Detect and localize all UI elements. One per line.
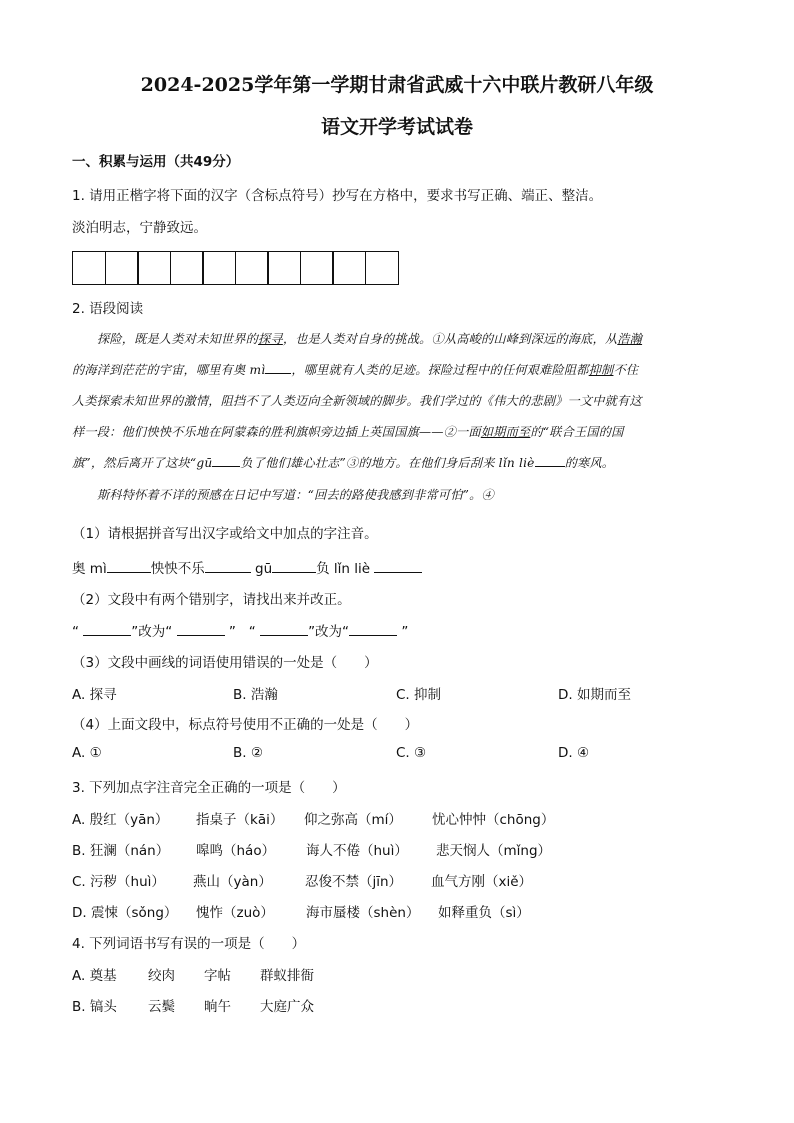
q3-option-b-4: 悲天悯人（mǐng）: [436, 843, 552, 859]
q4-option-b-4: 大庭广众: [260, 999, 314, 1015]
q3-option-d-4: 如释重负（sì）: [438, 905, 530, 921]
grid-cell[interactable]: [300, 251, 334, 285]
passage-line: [97, 330, 642, 347]
q1-stem: 1. 请用正楷字将下面的汉字（含标点符号）抄写在方格中，要求书写正确、端正、整洁。: [72, 188, 603, 204]
q4-stem: 4. 下列词语书写有误的一项是（ ）: [72, 936, 306, 952]
blank[interactable]: [212, 454, 240, 467]
grid-cell[interactable]: [137, 251, 171, 285]
q3-option-b-1[interactable]: B. 狂澜（nán）: [72, 843, 170, 859]
quote-mark: ”: [401, 624, 409, 640]
passage-line: [72, 423, 624, 440]
sub1-item: 怏怏不乐: [150, 561, 205, 577]
q4-option-a-4: 群蚁排衙: [260, 968, 314, 984]
grid-cell[interactable]: [105, 251, 139, 285]
q4-option-a-1[interactable]: A. 奠基: [72, 968, 117, 984]
q4-option-b-3: 晌午: [204, 999, 231, 1015]
underlined-word: 探寻: [258, 332, 283, 346]
change-to-label: ”改为“: [308, 624, 350, 640]
passage-text: ，也是人类对自身的挑战。①从高峻的山峰到深远的海底，从: [282, 332, 618, 346]
answer-blank[interactable]: [272, 560, 316, 573]
quote-mark: ”: [228, 624, 236, 640]
underlined-word: 浩瀚: [617, 332, 643, 346]
grid-cell[interactable]: [202, 251, 236, 285]
underlined-word: 抑制: [588, 363, 614, 377]
grid-cell[interactable]: [365, 251, 399, 285]
q3-option-a-3: 仰之弥高（mí）: [304, 812, 402, 828]
sub3-option-d[interactable]: D. 如期而至: [558, 687, 631, 703]
q3-option-a-1[interactable]: A. 殷红（yān）: [72, 812, 169, 828]
blank[interactable]: [535, 454, 565, 467]
q3-stem: 3. 下列加点字注音完全正确的一项是（ ）: [72, 780, 346, 796]
answer-blank[interactable]: [83, 623, 131, 636]
q3-option-b-3: 诲人不倦（huì）: [306, 843, 408, 859]
passage-text: 的寒风。: [564, 456, 615, 470]
sub4-option-b[interactable]: B. ②: [233, 745, 263, 761]
sub3-stem: （3）文段中画线的词语使用错误的一处是（ ）: [72, 655, 378, 671]
q3-option-d-3: 海市蜃楼（shèn）: [306, 905, 420, 921]
q4-option-a-2: 绞肉: [148, 968, 175, 984]
passage-text: 的“联合王国的国: [530, 425, 624, 439]
section-heading: 一、积累与运用（共49分）: [72, 154, 240, 170]
grid-cell[interactable]: [72, 251, 106, 285]
passage-text: 探险，既是人类对未知世界的: [97, 332, 259, 346]
passage-line: [72, 454, 614, 471]
sub3-option-a[interactable]: A. 探寻: [72, 687, 117, 703]
q3-option-c-4: 血气方刚（xiě）: [431, 874, 533, 890]
q3-option-c-1[interactable]: C. 污秽（huì）: [72, 874, 165, 890]
sub3-option-b[interactable]: B. 浩瀚: [233, 687, 278, 703]
q3-option-b-2: 嗥鸣（háo）: [196, 843, 276, 859]
quote-mark: “: [72, 624, 79, 640]
answer-blank[interactable]: [177, 623, 225, 636]
sub1-answers: [72, 557, 422, 577]
q3-option-a-4: 忧心忡忡（chōng）: [432, 812, 555, 828]
answer-blank[interactable]: [374, 560, 422, 573]
grid-cell[interactable]: [235, 251, 269, 285]
sub1-item: 奥 mì: [72, 561, 107, 577]
exam-title-line2: 语文开学考试试卷: [320, 116, 473, 138]
q3-option-d-2: 愧怍（zuò）: [196, 905, 274, 921]
q4-option-b-1[interactable]: B. 镐头: [72, 999, 117, 1015]
grid-cell[interactable]: [267, 251, 301, 285]
passage-text: 旗”，然后离开了这块“gū: [72, 456, 213, 470]
grid-cell[interactable]: [170, 251, 204, 285]
q2-stem: 2. 语段阅读: [72, 301, 144, 317]
blank[interactable]: [265, 361, 291, 374]
sub2-answers: [72, 620, 408, 640]
passage-text: 不住: [613, 363, 639, 377]
passage-line: 斯科特怀着不详的预感在日记中写道：“回去的路使我感到非常可怕”。④: [97, 488, 494, 502]
sub4-option-c[interactable]: C. ③: [396, 745, 427, 761]
q3-option-d-1[interactable]: D. 震悚（sǒng）: [72, 905, 178, 921]
sub1-item: 负 lǐn liè: [316, 561, 371, 577]
underlined-word: 如期而至: [480, 425, 531, 439]
sub1-item: gū: [255, 561, 273, 577]
passage-text: 样一段：他们怏怏不乐地在阿蒙森的胜利旗帜旁边插上英国国旗——②一面: [72, 425, 481, 439]
passage-line: 人类探索未知世界的激情，阻挡不了人类迈向全新领域的脚步。我们学过的《伟大的悲剧》一文中就有这: [72, 394, 642, 408]
passage-line: [72, 361, 638, 378]
exam-title-line1: 2024-2025学年第一学期甘肃省武威十六中联片教研八年级: [140, 74, 654, 96]
passage-text: 的海洋到茫茫的宇宙，哪里有奥 mì: [72, 363, 266, 377]
answer-blank[interactable]: [349, 623, 397, 636]
change-to-label: ”改为“: [131, 624, 173, 640]
passage-text: 负了他们雄心壮志”③的地方。在他们身后刮来 lǐn liè: [240, 456, 535, 470]
sub3-option-c[interactable]: C. 抑制: [396, 687, 442, 703]
q3-option-a-2: 指桌子（kāi）: [196, 812, 284, 828]
sub4-stem: （4）上面文段中，标点符号使用不正确的一处是（ ）: [72, 717, 419, 733]
sub1-stem: （1）请根据拼音写出汉字或给文中加点的字注音。: [72, 526, 378, 542]
answer-blank[interactable]: [260, 623, 308, 636]
q1-text: 淡泊明志，宁静致远。: [72, 220, 207, 236]
sub2-stem: （2）文段中有两个错别字，请找出来并改正。: [72, 592, 351, 608]
q4-option-a-3: 字帖: [204, 968, 231, 984]
passage-text: ，哪里就有人类的足迹。探险过程中的任何艰难险阻都: [291, 363, 589, 377]
writing-grid[interactable]: [72, 251, 399, 285]
grid-cell[interactable]: [332, 251, 366, 285]
q3-option-c-2: 燕山（yàn）: [193, 874, 272, 890]
q4-option-b-2: 云鬓: [148, 999, 175, 1015]
q3-option-c-3: 忍俊不禁（jīn）: [305, 874, 403, 890]
quote-mark: “: [248, 624, 256, 640]
sub4-option-d[interactable]: D. ④: [558, 745, 590, 761]
answer-blank[interactable]: [107, 560, 151, 573]
answer-blank[interactable]: [205, 560, 251, 573]
sub4-option-a[interactable]: A. ①: [72, 745, 102, 761]
